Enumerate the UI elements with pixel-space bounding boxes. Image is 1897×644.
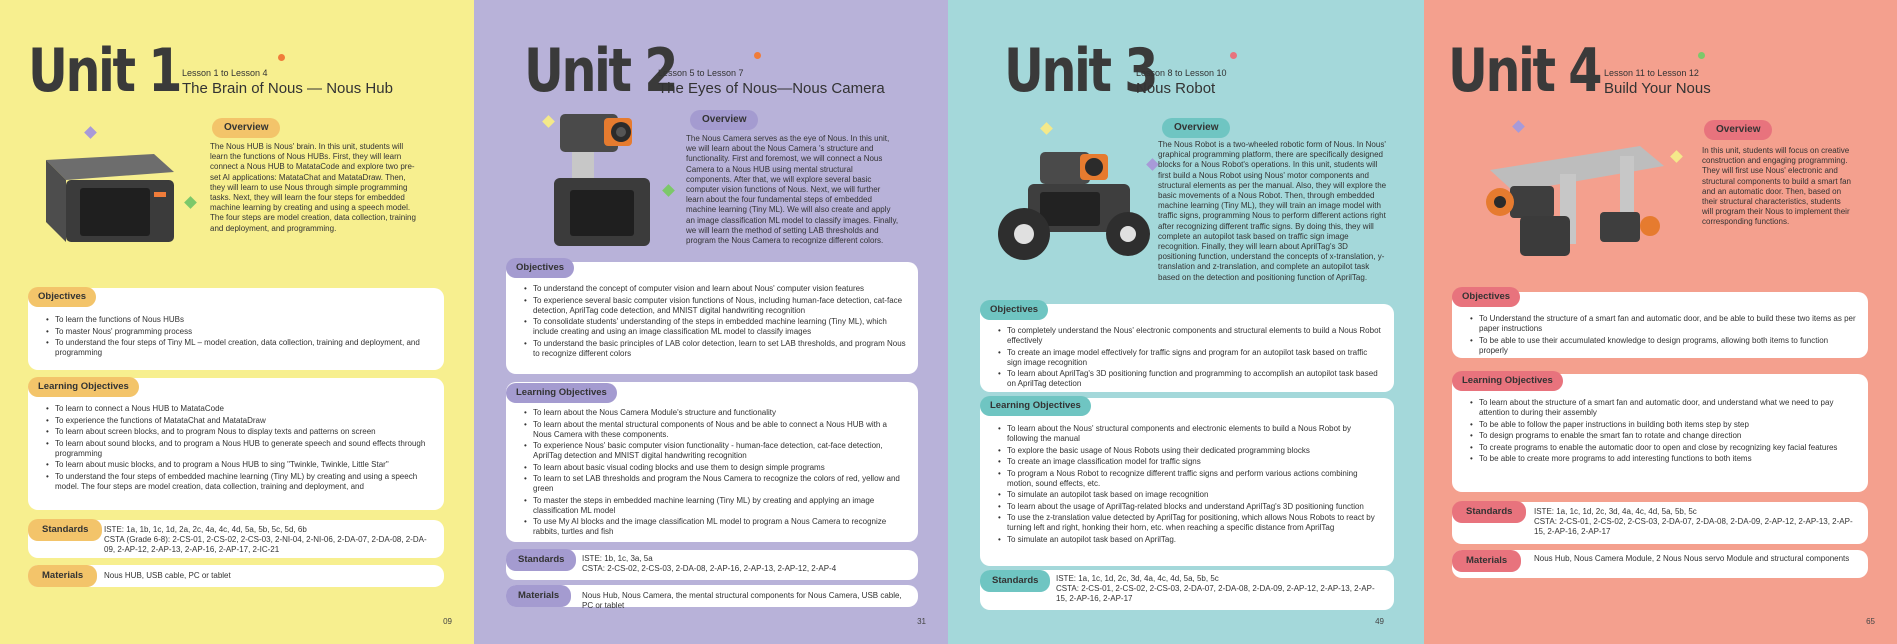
- standards-label: Standards: [1452, 501, 1526, 523]
- decor-dot: [1698, 52, 1705, 59]
- objectives-label: Objectives: [28, 287, 96, 307]
- learning-objective-item: • To master the steps in embedded machine learning (Tiny ML) by creating and applying an image classification ML model: [524, 496, 906, 516]
- standards-csta: CSTA: 2-CS-02, 2-CS-03, 2-DA-08, 2-AP-16, 2-AP-13, 2-AP-12, 2-AP-4: [582, 564, 837, 573]
- learning-objective-item: • To use My AI blocks and the image classification ML model to program a Nous Camera to recognize rabbits, turtles and fish: [524, 517, 906, 537]
- objective-item: • To Understand the structure of a smart fan and automatic door, and be able to build these two items as per paper instructions: [1470, 314, 1856, 334]
- learning-objective-item: • To design programs to enable the smart fan to rotate and change direction: [1470, 431, 1856, 441]
- decor-dot: [278, 54, 285, 61]
- learning-objective-item: • To learn to connect a Nous HUB to MatataCode: [46, 404, 432, 414]
- standards-iste: ISTE: 1b, 1c, 3a, 5a: [582, 554, 653, 563]
- learning-objective-item: • To learn about the Nous Camera Module's structure and functionality: [524, 408, 906, 418]
- learning-objective-item: • To be able to follow the paper instructions in building both items step by step: [1470, 420, 1856, 430]
- learning-objective-item: • To simulate an autopilot task based on image recognition: [998, 490, 1382, 500]
- learning-objectives-label: Learning Objectives: [1452, 371, 1563, 391]
- learning-objective-item: • To learn about basic visual coding blocks and use them to design simple programs: [524, 463, 906, 473]
- objective-item: • To learn the functions of Nous HUBs: [46, 315, 432, 325]
- page-number: 31: [917, 617, 926, 626]
- overview-text: The Nous Robot is a two-wheeled robotic form of Nous. In Nous' graphical programming platform, there are specifically designed blocks for a Nous Robot's operations. In this unit, students will first build a Nous Robot using Nous' motor components and structural elements as per the manual. Also, they will explore the basic movements of a Nous Robot. Then, through embedded machine learning (Tiny ML), they will train an image model with traffic signs, programming Nous to perform different actions right after recognizing different traffic signs. By doing this, they will complete an autopilot task based on traffic sign image recognition. Finally, they will learn about AprilTag's 3D positioning function, understand the concepts of x-translation, y-translation and z-translation, and complete an autopilot task based on the detection and positioning function of AprilTag.: [1158, 140, 1387, 282]
- nous-camera-image: [544, 106, 670, 252]
- standards-iste: ISTE: 1a, 1c, 1d, 2c, 3d, 4a, 4c, 4d, 5a, 5b, 5c: [1056, 574, 1219, 583]
- learning-objective-item: • To learn about the structure of a smart fan and automatic door, and understand what we need to pay attention to during their assembly: [1470, 398, 1856, 418]
- learning-objective-item: • To explore the basic usage of Nous Robots using their dedicated programming blocks: [998, 446, 1382, 456]
- objectives-label: Objectives: [980, 300, 1048, 320]
- decor-dot: [754, 52, 761, 59]
- objective-item: • To understand the four steps of Tiny ML – model creation, data collection, training and deployment, and programming: [46, 338, 432, 358]
- objective-item: • To be able to use their accumulated knowledge to design programs, allowing both items to function properly: [1470, 336, 1856, 356]
- learning-objective-item: • To learn about the usage of AprilTag-related blocks and understand AprilTag's 3D positioning function: [998, 502, 1382, 512]
- learning-objective-item: • To create programs to enable the automatic door to open and close by recognizing key facial features: [1470, 443, 1856, 453]
- nous-hub-image: [34, 134, 182, 250]
- learning-objectives-box: [980, 398, 1394, 566]
- nous-robot-image: [988, 136, 1158, 274]
- overview-text: In this unit, students will focus on creative construction and engaging programming. They will first use Nous' electronic and structural components to build a smart fan and an automatic door. Then, based on their structural characteristics, students will program their Nous to implement their corresponding functions.: [1702, 146, 1851, 227]
- decor-dot: [1230, 52, 1237, 59]
- unit-title: Unit 4: [1448, 36, 1600, 106]
- objective-item: • To consolidate students' understanding of the steps in embedded machine learning (Tiny ML), which include creating and using an image classification ML model to classify images: [524, 317, 906, 337]
- learning-objective-item: • To program a Nous Robot to recognize different traffic signs and perform various actions combining motion, sound effects, etc.: [998, 469, 1382, 489]
- overview-text: The Nous HUB is Nous' brain. In this unit, students will learn the functions of Nous HUBs. First, they will learn connect a Nous HUB to MatataCode and explore two pre-set AI applications: MatataChat and MatataDraw. Then, they will learn to use Nous through simple programming tasks. Next, they will learn the four steps for embedded machine learning by creating and using a speech model. The four steps are model creation, data collection, training and deployment, and programming.: [210, 142, 416, 233]
- materials-text: Nous HUB, USB cable, PC or tablet: [104, 571, 231, 580]
- lesson-range: Lesson 5 to Lesson 7: [658, 68, 744, 78]
- learning-objective-item: • To understand the four steps of embedded machine learning (Tiny ML) by creating and using a speech model. The four steps are model creation, data collection, training and deployment, and: [46, 472, 432, 492]
- overview-label: Overview: [1162, 118, 1230, 138]
- lesson-range: Lesson 8 to Lesson 10: [1136, 68, 1227, 78]
- overview-label: Overview: [1704, 120, 1772, 140]
- learning-objectives-label: Learning Objectives: [980, 396, 1091, 416]
- standards-csta: CSTA: 2-CS-01, 2-CS-02, 2-CS-03, 2-DA-07, 2-DA-08, 2-DA-09, 2-AP-12, 2-AP-13, 2-AP-15, 2-AP-16, 2-AP-17: [1056, 584, 1375, 603]
- learning-objective-item: • To learn about the Nous' structural components and electronic elements to build a Nous Robot by following the manual: [998, 424, 1382, 444]
- learning-objective-item: • To create an image classification model for traffic signs: [998, 457, 1382, 467]
- unit-subtitle: Build Your Nous: [1604, 80, 1711, 97]
- learning-objective-item: • To learn to set LAB thresholds and program the Nous Camera to recognize the colors of red, yellow and green: [524, 474, 906, 494]
- objective-item: • To understand the basic principles of LAB color detection, learn to set LAB thresholds, and program Nous to recognize different colors: [524, 339, 906, 359]
- materials-label: Materials: [28, 565, 97, 587]
- standards-label: Standards: [506, 549, 576, 571]
- materials-label: Materials: [1452, 550, 1521, 572]
- objectives-box: [506, 262, 918, 374]
- learning-objective-item: • To learn about the mental structural components of Nous and be able to connect a Nous HUB with a Nous Camera with these components.: [524, 420, 906, 440]
- materials-text: Nous Hub, Nous Camera Module, 2 Nous Nous servo Module and structural components: [1534, 554, 1850, 563]
- learning-objective-item: • To experience the functions of MatataChat and MatataDraw: [46, 416, 432, 426]
- overview-label: Overview: [690, 110, 758, 130]
- unit-3-page: [948, 0, 1424, 644]
- learning-objective-item: • To learn about music blocks, and to program a Nous HUB to sing "Twinkle, Twinkle, Little Star": [46, 460, 432, 470]
- unit-title: Unit 2: [524, 36, 676, 106]
- objective-item: • To create an image model effectively for traffic signs and program for an autopilot task based on traffic sign image recognition: [998, 348, 1382, 368]
- standards-csta: CSTA (Grade 6-8): 2-CS-01, 2-CS-02, 2-CS-03, 2-NI-04, 2-NI-06, 2-DA-07, 2-DA-08, 2-DA-09, 2-AP-12, 2-AP-13, 2-AP-16, 2-AP-17, 2-IC-21: [104, 535, 427, 554]
- unit-2-page: [474, 0, 948, 644]
- unit-1-page: [0, 0, 474, 644]
- objective-item: • To experience several basic computer vision functions of Nous, including human-face detection, cat-face detection, AprilTag code detection, and MNIST digital handwriting recognition: [524, 296, 906, 316]
- lesson-range: Lesson 11 to Lesson 12: [1604, 68, 1699, 78]
- standards-label: Standards: [28, 519, 102, 541]
- unit-subtitle: The Brain of Nous — Nous Hub: [182, 80, 393, 97]
- unit-title: Unit 1: [28, 36, 180, 106]
- overview-label: Overview: [212, 118, 280, 138]
- unit-4-page: [1424, 0, 1897, 644]
- unit-subtitle: The Eyes of Nous—Nous Camera: [658, 80, 885, 97]
- objective-item: • To learn about AprilTag's 3D positioning function and programming to accomplish an autopilot task based on AprilTag detection: [998, 369, 1382, 389]
- learning-objectives-box: [28, 378, 444, 510]
- learning-objective-item: • To experience Nous' basic computer vision functionality - human-face detection, cat-face detection, AprilTag detection and MNIST digital handwriting recognition: [524, 441, 906, 461]
- materials-text: Nous Hub, Nous Camera, the mental structural components for Nous Camera, USB cable, PC or tablet: [582, 591, 902, 610]
- learning-objectives-label: Learning Objectives: [28, 377, 139, 397]
- objectives-label: Objectives: [1452, 287, 1520, 307]
- standards-iste: ISTE: 1a, 1c, 1d, 2c, 3d, 4a, 4c, 4d, 5a, 5b, 5c: [1534, 507, 1697, 516]
- unit-title: Unit 3: [1004, 36, 1156, 106]
- materials-label: Materials: [506, 585, 571, 607]
- learning-objectives-box: [1452, 374, 1868, 492]
- decor-diamond: [184, 196, 197, 209]
- learning-objective-item: • To learn about screen blocks, and to program Nous to display texts and patterns on screen: [46, 427, 432, 437]
- unit-subtitle: Nous Robot: [1136, 80, 1216, 97]
- objective-item: • To understand the concept of computer vision and learn about Nous' computer vision features: [524, 284, 906, 294]
- decor-diamond: [1040, 122, 1053, 135]
- standards-label: Standards: [980, 570, 1050, 592]
- objectives-label: Objectives: [506, 258, 574, 278]
- page-number: 65: [1866, 617, 1875, 626]
- page-number: 09: [443, 617, 452, 626]
- smart-fan-door-image: [1460, 126, 1670, 266]
- page-number: 49: [1375, 617, 1384, 626]
- objective-item: • To master Nous' programming process: [46, 327, 432, 337]
- decor-diamond: [1670, 150, 1683, 163]
- lesson-range: Lesson 1 to Lesson 4: [182, 68, 268, 78]
- learning-objective-item: • To learn about sound blocks, and to program a Nous HUB to generate speech and sound effects through programming: [46, 439, 432, 459]
- learning-objectives-label: Learning Objectives: [506, 383, 617, 403]
- objective-item: • To completely understand the Nous' electronic components and structural elements to build a Nous Robot effectively: [998, 326, 1382, 346]
- learning-objective-item: • To be able to create more programs to add interesting functions to both items: [1470, 454, 1856, 464]
- standards-csta: CSTA: 2-CS-01, 2-CS-02, 2-CS-03, 2-DA-07, 2-DA-08, 2-DA-09, 2-AP-12, 2-AP-13, 2-AP-15, 2-AP-16, 2-AP-17: [1534, 517, 1853, 536]
- learning-objectives-box: [506, 382, 918, 542]
- learning-objective-item: • To use the z-translation value detected by AprilTag for positioning, which allows Nous Robots to react by turning left and right, honking their horn, etc. when reaching a specific distance from AprilTag: [998, 513, 1382, 533]
- standards-iste: ISTE: 1a, 1b, 1c, 1d, 2a, 2c, 4a, 4c, 4d, 5a, 5b, 5c, 5d, 6b: [104, 525, 307, 534]
- overview-text: The Nous Camera serves as the eye of Nous. In this unit, we will learn about the Nous Camera 's structure and functionality. First and foremost, we will connect a Nous Camera to a Nous HUB using mental structural components. After that, we will explore several basic computer vision functions of Nous. Next, we will further learn about the four fundamental steps of embedded machine learning (Tiny ML). We will also create and apply an image classification ML model to classify images. Finally, we will learn the method of setting LAB thresholds and program the Nous Camera to recognize different colors.: [686, 134, 899, 246]
- learning-objective-item: • To simulate an autopilot task based on AprilTag.: [998, 535, 1382, 545]
